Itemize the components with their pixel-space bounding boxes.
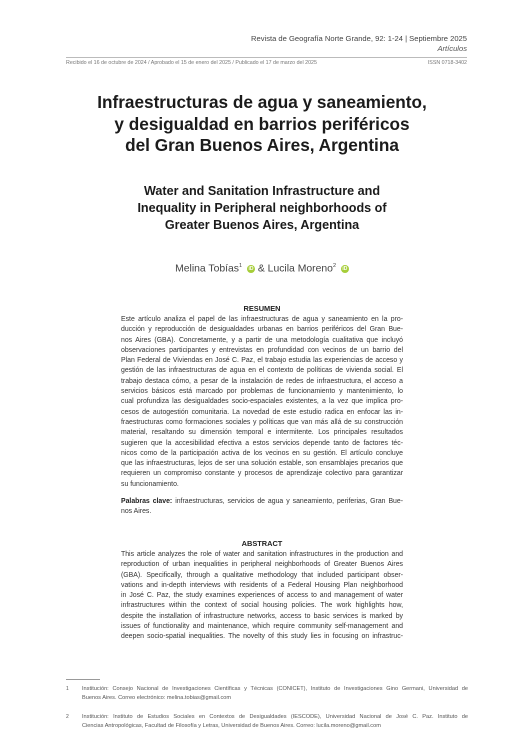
title-english <box>60 183 464 233</box>
text-line: material, resaltando su dimensión temporal e intermitente. Los principales resultados <box>121 429 403 437</box>
orcid-icon[interactable]: iD <box>342 266 348 273</box>
text-line: ducción y reproducción de desigualdades urbanas en barrios periféricos del Gran Bue- <box>121 326 403 334</box>
text-line: infrastructures within the context of social housing policies. The work highlights how, <box>121 602 403 610</box>
footnote-line: Buenos Aires. Correo electrónico: melina.tobias@gmail.com <box>82 695 232 701</box>
title-line: Greater Buenos Aires, Argentina <box>164 217 360 232</box>
text-line: su funcionamiento. <box>121 480 179 488</box>
author-name: Melina Tobías <box>175 263 239 275</box>
text-line: Este artículo analiza el papel de las infraestructuras de agua y saneamiento en la pro- <box>121 316 403 323</box>
text-line: (GBA). Specifically, through a qualitative methodology that included participant obser- <box>121 571 403 579</box>
keywords-text: infraestructuras, servicios de agua y saneamiento, periferias, Gran Bue- <box>172 498 403 505</box>
keywords-text: nos Aires. <box>121 508 152 516</box>
title-line: del Gran Buenos Aires, Argentina <box>125 135 399 155</box>
text-line: requieren un compromiso constante y procesos de aprendizaje colectivo para garantizar <box>121 470 403 478</box>
text-line: sugieren que la accesibilidad efectiva a estos servicios depende tanto de factores téc- <box>121 439 403 447</box>
text-line: observaciones participantes y entrevistas en profundidad con vecinos de un barrio del <box>121 346 403 354</box>
text-line: reproduction of urban inequalities in peripheral neighborhoods of Greater Buenos Aires <box>121 561 403 569</box>
text-line: servicios básicos está marcado por problemas de funcionamiento y mantenimiento, lo <box>121 388 403 396</box>
title-line: y desigualdad en barrios periféricos <box>114 113 410 134</box>
text-line: cual profundiza las desigualdades socio-espaciales existentes, a la vez que implica pro- <box>121 398 403 406</box>
journal-citation: Revista de Geografía Norte Grande, 92: 1-24 | Septiembre 2025 <box>251 34 467 43</box>
orcid-icon[interactable]: iD <box>248 266 254 273</box>
footnote-marker: 1 <box>239 263 243 269</box>
text-line: trabajo destaca cómo, a pesar de la instalación de redes de infraestructura, el acceso a <box>121 377 403 385</box>
footnote-number: 1 <box>66 686 69 692</box>
footnote-line: Institución: Consejo Nacional de Investigaciones Científicas y Técnicas (CONICET), Instituto de Investigaciones Gino Germani, Universidad de <box>82 686 468 692</box>
footnote <box>66 685 468 703</box>
resumen-body <box>121 315 403 490</box>
text-line: cesos de autogestión comunitaria. La novedad de este estudio radica en enfocar las in- <box>121 408 403 416</box>
abstract-heading: ABSTRACT <box>241 539 283 548</box>
footnote-divider <box>66 679 100 680</box>
footnote-marker: 2 <box>332 263 337 269</box>
text-line: Plan Federal de Viviendas en José C. Paz, el trabajo estudia las experiencias de acceso y <box>121 357 403 365</box>
keywords-label: Palabras clave: <box>121 498 173 505</box>
title-line: Water and Sanitation Infrastructure and <box>143 184 381 198</box>
author-name: Lucila Moreno <box>267 263 333 275</box>
text-line: This article analyzes the role of water and sanitation infrastructures in the production and <box>121 551 403 558</box>
text-line: in José C. Paz, the study examines experiences of access to and management of water <box>121 592 403 600</box>
text-line: nos Aires (GBA). Concretamente, y a partir de una metodología cualitativa que incluyó <box>121 336 403 344</box>
journal-header <box>251 34 467 54</box>
text-line: nicos como de la participación activa de los vecinos en su gestión. El artículo concluye <box>121 449 403 457</box>
footnote-line: Institución: Instituto de Estudios Sociales en Contextos de Desigualdades (IESCODE), Universidad Nacional de José C. Paz. Instituto de <box>82 714 468 720</box>
author-list <box>0 263 524 274</box>
text-line: vations and in-depth interviews with residents of a Federal Housing Plan neighborhood <box>121 581 403 589</box>
title-line: Infraestructuras de agua y saneamiento, <box>97 92 427 112</box>
title-line: Inequality in Peripheral neighborhoods of <box>137 200 387 215</box>
footnote-line: Ciencias Antropológicas, Facultad de Filosofía y Letras, Universidad de Buenos Aires. Correo: lucila.moreno@gmail.com <box>82 723 381 729</box>
text-line: issues of functionality and maintenance, which require community self-management and <box>121 623 403 631</box>
text-line: deepen socio-spatial inequalities. The novelty of this study lies in focusing on infrastruc- <box>121 633 403 641</box>
text-line: gestión de las infraestructuras de agua en el contexto de políticas de vivienda social. El <box>121 367 403 375</box>
text-line: que las infraestructuras, lejos de ser una solución estable, son ensamblajes precarios que <box>121 460 403 468</box>
resumen-heading: RESUMEN <box>243 304 281 313</box>
abstract-body <box>121 550 403 643</box>
keywords <box>121 497 403 518</box>
footnote-number: 2 <box>66 714 69 720</box>
issn: ISSN 0718-3402 <box>427 60 467 66</box>
text-line: despite the installation of infrastructure networks, access to basic services is marked by <box>121 612 403 620</box>
title-spanish <box>40 92 484 157</box>
text-line: fraestructuras como formaciones sociales y políticas que van más allá de su construcción <box>121 418 403 426</box>
publication-dates: Recibido el 16 de octubre de 2024 / Aprobado el 15 de enero del 2025 / Publicado el 17 de marzo del 2025 <box>66 60 317 66</box>
footnote <box>66 713 468 731</box>
header-divider <box>66 57 467 58</box>
author-connector: & <box>257 263 265 275</box>
article-section: Artículos <box>437 44 467 53</box>
